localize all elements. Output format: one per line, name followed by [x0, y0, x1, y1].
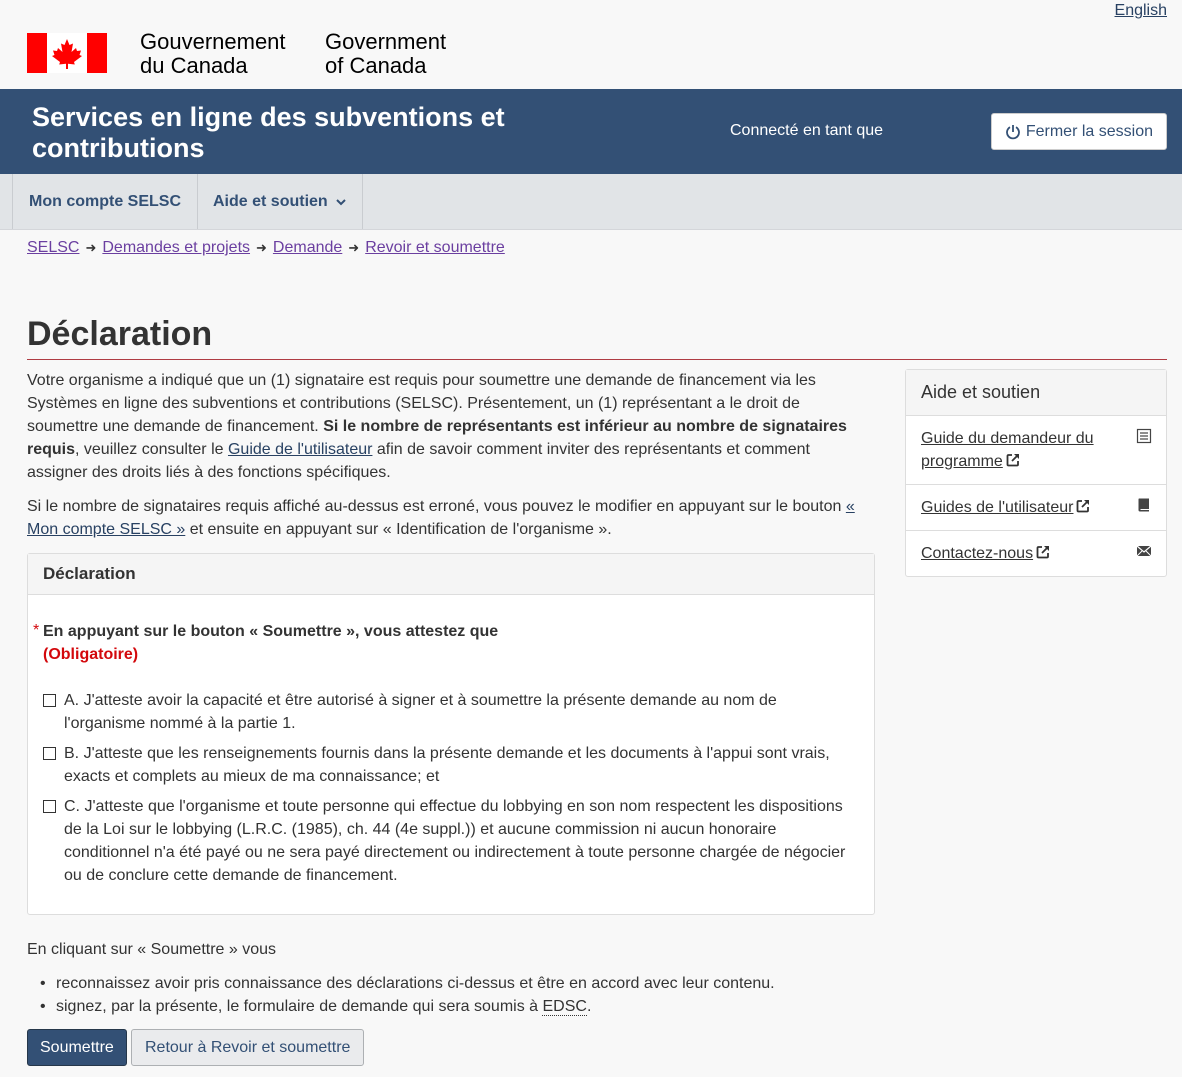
list-icon [1136, 428, 1152, 444]
sidebar-item-guide-demandeur [906, 416, 1166, 485]
checkbox-c[interactable] [43, 800, 56, 813]
breadcrumb [27, 239, 505, 257]
menu-item-mon-compte[interactable] [12, 174, 198, 229]
required-marker: * [33, 622, 40, 639]
application-title: Services en ligne des subventions et contributions [32, 102, 505, 163]
sidebar-heading: Aide et soutien [906, 370, 1166, 416]
declaration-option-b[interactable] [43, 742, 853, 788]
edsc-abbreviation: EDSC [542, 998, 587, 1015]
breadcrumb-link-demandes[interactable]: Demandes et projets [102, 239, 251, 256]
submit-notice-lead: En cliquant sur « Soumettre » vous [27, 941, 277, 958]
language-toggle-link[interactable]: English [1114, 2, 1167, 19]
breadcrumb-link-selsc[interactable]: SELSC [27, 239, 80, 256]
canada-flag-icon [27, 33, 107, 73]
declaration-panel-heading: Déclaration [28, 554, 874, 595]
connected-as-text: Connecté en tant que [730, 122, 884, 139]
submit-button[interactable]: Soumettre [27, 1029, 127, 1066]
breadcrumb-link-demande[interactable]: Demande [272, 239, 343, 256]
declaration-option-label: C. J'atteste que l'organisme et toute personne qui effectue du lobbying en son nom respectent les dispositions de la Loi sur le lobbying (L.R.C. (1985), ch. 44 (4e suppl.)) et aucune commission ni aucun honoraire conditionnel n'a été payé ou ne sera payé directement ou indirectement à toute personne chargée de négocier ou de conclure cette demande de financement. [64, 798, 846, 884]
breadcrumb-link-revoir[interactable]: Revoir et soumettre [365, 239, 505, 256]
back-to-review-button[interactable]: Retour à Revoir et soumettre [131, 1029, 364, 1066]
external-link-icon [1006, 453, 1020, 467]
declaration-question: En appuyant sur le bouton « Soumettre », vous attestez que (Obligatoire) [43, 620, 498, 666]
external-link-icon [1076, 499, 1090, 513]
government-name-fr: Gouvernement du Canada [140, 29, 286, 78]
required-label: (Obligatoire) [43, 646, 139, 663]
sidebar-item-contact [906, 531, 1166, 576]
menu-item-label: Mon compte SELSC [29, 192, 182, 210]
logout-button[interactable] [991, 113, 1167, 150]
user-guide-link[interactable]: Guide de l'utilisateur [227, 441, 373, 458]
menu-item-aide-soutien[interactable] [197, 174, 363, 229]
checkbox-a[interactable] [43, 694, 56, 707]
menu-item-label: Aide et soutien [213, 192, 328, 210]
guides-utilisateur-link[interactable]: Guides de l'utilisateur [921, 499, 1090, 516]
title-divider [27, 359, 1167, 360]
book-icon [1136, 497, 1152, 513]
arrow-right-icon: ➜ [348, 240, 360, 255]
list-item: • reconnaissez avoir pris connaissance des déclarations ci-dessus et être en accord avec leur contenu. [52, 972, 775, 995]
page-title: Déclaration [27, 315, 213, 353]
arrow-right-icon: ➜ [256, 240, 267, 255]
logout-label: Fermer la session [1025, 122, 1153, 140]
declaration-option-a[interactable] [43, 689, 853, 735]
external-link-icon [1036, 545, 1050, 559]
help-sidebar [905, 369, 1167, 577]
signatory-note-paragraph: Si le nombre de signataires requis affiché au-dessus est erroné, vous pouvez le modifier en appuyant sur le bouton « Mon compte SELSC » et ensuite en appuyant sur « Identification de l'organisme ». [27, 498, 855, 538]
guide-demandeur-link[interactable]: Guide du demandeur du programme [921, 430, 1094, 470]
declaration-option-label: A. J'atteste avoir la capacité et être autorisé à signer et à soumettre la présente demande au nom de l'organisme nommé à la partie 1. [64, 692, 777, 732]
list-item: • signez, par la présente, le formulaire de demande qui sera soumis à EDSC. [52, 995, 775, 1018]
government-name-en: Government of Canada [325, 29, 447, 78]
declaration-option-c[interactable] [43, 795, 853, 887]
chevron-down-icon [336, 198, 346, 206]
intro-paragraph: Votre organisme a indiqué que un (1) signataire est requis pour soumettre une demande de financement via les Systèmes en ligne des subventions et contributions (SELSC). Présentement, un (1) représentant a le droit de soumettre une demande de financement. Si le nombre de représentants est inférieur au nombre de signataires requis, veuillez consulter le Guide de l'utilisateur afin de savoir comment inviter des représentants et comment assigner des droits liés à des fonctions spécifiques. [27, 372, 847, 481]
main-menu [0, 174, 1182, 230]
arrow-right-icon: ➜ [85, 240, 97, 255]
power-icon [1005, 124, 1021, 140]
sidebar-item-guides-utilisateur [906, 485, 1166, 531]
envelope-icon [1136, 543, 1152, 559]
declaration-panel [27, 553, 875, 915]
checkbox-b[interactable] [43, 747, 56, 760]
submit-notice-list [52, 972, 775, 1018]
declaration-option-label: B. J'atteste que les renseignements fournis dans la présente demande et les documents à l'appui sont vrais, exacts et complets au mieux de ma connaissance; et [64, 745, 830, 785]
application-bar [0, 89, 1182, 174]
government-header [0, 0, 1182, 89]
contact-link[interactable]: Contactez-nous [921, 545, 1050, 562]
mon-compte-link[interactable]: « Mon compte SELSC » [27, 498, 855, 538]
